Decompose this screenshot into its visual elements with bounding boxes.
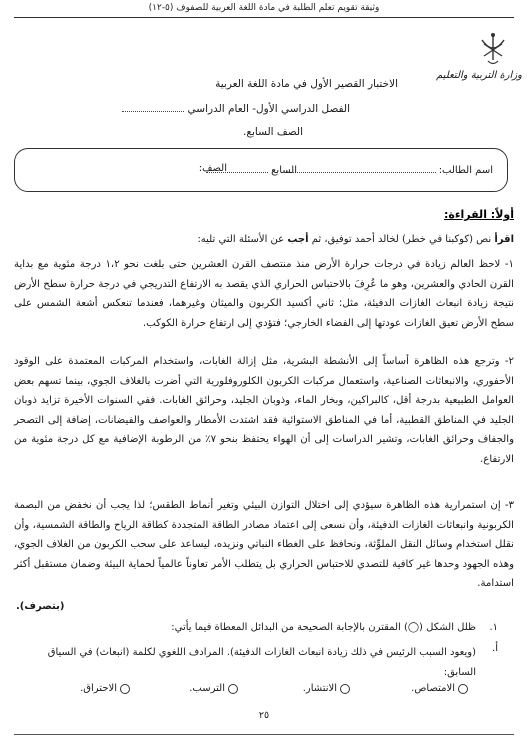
grade-heading: الصف السابع.: [243, 126, 303, 138]
semester-label: الفصل الدراسي الأول- العام الدراسي: [187, 103, 350, 115]
option-2-label: الانتشار.: [302, 683, 337, 694]
question-text: ظلل الشكل (◯) المقترن بالإجابة الصحيحة من البدائل المعطاة فيما يأتي:: [171, 622, 476, 633]
option-2[interactable]: [303, 683, 350, 694]
option-1[interactable]: [411, 683, 468, 694]
student-name-row: [286, 163, 494, 176]
option-1-radio[interactable]: [458, 684, 468, 694]
student-name-label: اسم الطالب:: [438, 165, 493, 176]
instruction-answer: أجب: [287, 234, 309, 245]
top-caption: وثيقة تقويم تعلم الطلبة في مادة اللغة العربية للصفوف (٥-١٢): [148, 3, 380, 13]
source-note: (بتصرف).: [16, 601, 65, 612]
student-name-field[interactable]: [286, 163, 436, 173]
instruction-read: اقرأ: [494, 234, 514, 245]
option-3[interactable]: [189, 683, 238, 694]
grade-value-row: [206, 163, 297, 176]
ministry-emblem-icon: [476, 30, 510, 70]
grade-value: السابع: [271, 165, 297, 176]
sub-question-number: أ.: [492, 643, 498, 654]
option-2-radio[interactable]: [340, 684, 350, 694]
option-4[interactable]: [80, 683, 130, 694]
grade-label: الصف:: [198, 163, 227, 174]
grade-field[interactable]: [206, 163, 268, 173]
semester-line: [122, 102, 350, 115]
paragraph-2: ٢- وترجع هذه الظاهرة أساساً إلى الأنشطة البشرية، مثل إزالة الغابات، واستخدام المركبات المعتمدة على الوقود الأحفوري، والانبعاثات الصناعية، واستعمال مركبات الكربون الكلوروفلورية التي أضرت بالغلاف الجوي، بينما تسهم بعض العوامل الطبيعية بدرجة أقل، كالبراكين، وبخار الماء، وذوبان الجليد، وحرائق الغابات. ففي السنوات الأخيرة تزايد ذوبان الجليد في المناطق القطبية، أما في المناطق الاستوائية فقد اشتدت الأمطار والعواصف والفيضانات، إضافة إلى التصحر والجفاف وحرائق الغابات، وتشير الدراسات إلى أن الهواء يحتفظ بنحو ٧٪ من الرطوبة الإضافية مع كل درجة مئوية من الارتفاع.: [14, 356, 514, 465]
paragraph-3: ٣- إن استمرارية هذه الظاهرة سيؤدي إلى اختلال التوازن البيئي وتغير أنماط الطقس؛ لذا يجب أن نخفض من البصمة الكربونية وانبعاثات الغازات الدفيئة، وأن نسعى إلى اعتماد مصادر الطاقة المتجددة كطاقة الرياح والطاقة الشمسية، وأن نقلل استخدام وسائل النقل الملوِّثة، ونحافظ على الغطاء النباتي ونزيده، ليساعد على سحب الكربون من الغلاف الجوي، وهذه الجهود وحدها غير كافية للتصدي للاحتباس الحراري بل يتطلب الأمر تعاوناً عالمياً لحماية البيئة وضمان مستقبل أكثر استدامة.: [14, 500, 514, 590]
bottom-divider: [14, 734, 514, 735]
option-3-radio[interactable]: [228, 684, 238, 694]
section-title: أولاً: القراءة:: [444, 208, 514, 221]
instruction-suffix: عن الأسئلة التي تليه:: [197, 234, 288, 245]
page-number: ٢٥: [258, 710, 270, 721]
year-blank: [122, 102, 184, 112]
top-divider: [14, 17, 514, 18]
sub-question-text: (ويعود السبب الرئيس في ذلك زيادة انبعاث الغازات الدفيئة). المرادف اللغوي لكلمة (انبعاث) في السياق السابق:: [47, 647, 476, 678]
instruction-text: نص (كوكبنا في خطر) لخالد أحمد توفيق، ثم: [308, 234, 495, 245]
option-4-radio[interactable]: [120, 684, 130, 694]
option-4-label: الاحتراق.: [80, 683, 117, 694]
student-info-box: [14, 148, 508, 192]
option-1-label: الامتصاص.: [411, 683, 455, 694]
reading-instruction: [197, 234, 514, 245]
ministry-logo-text: وزارة التربية والتعليم: [436, 70, 522, 81]
option-3-label: الترسب.: [189, 683, 225, 694]
paragraph-1: ١- لاحظ العالم زيادة في درجات حرارة الأرض منذ منتصف القرن العشرين حتى بلغت نحو ١،٢ درجة مئوية مع بداية القرن الحادي والعشرين، وهو ما عُرِفَ بالاحتباس الحراري الذي يقصد به الارتفاع التدريجي في درجة حرارة سطح الأرض نتيجة زيادة انبعاث الغازات الدفيئة، مثل: ثاني أكسيد الكربون والميثان وغيرهما، فعندما تنعكس أشعة الشمس على سطح الأرض تعيق الغازات عودتها إلى الفضاء الخارجي؛ فتؤدي إلى ارتفاع حرارة الكوكب.: [14, 259, 514, 329]
question-number: ١.: [489, 622, 498, 633]
test-title: الاختبار القصير الأول في مادة اللغة العربية: [215, 78, 398, 90]
